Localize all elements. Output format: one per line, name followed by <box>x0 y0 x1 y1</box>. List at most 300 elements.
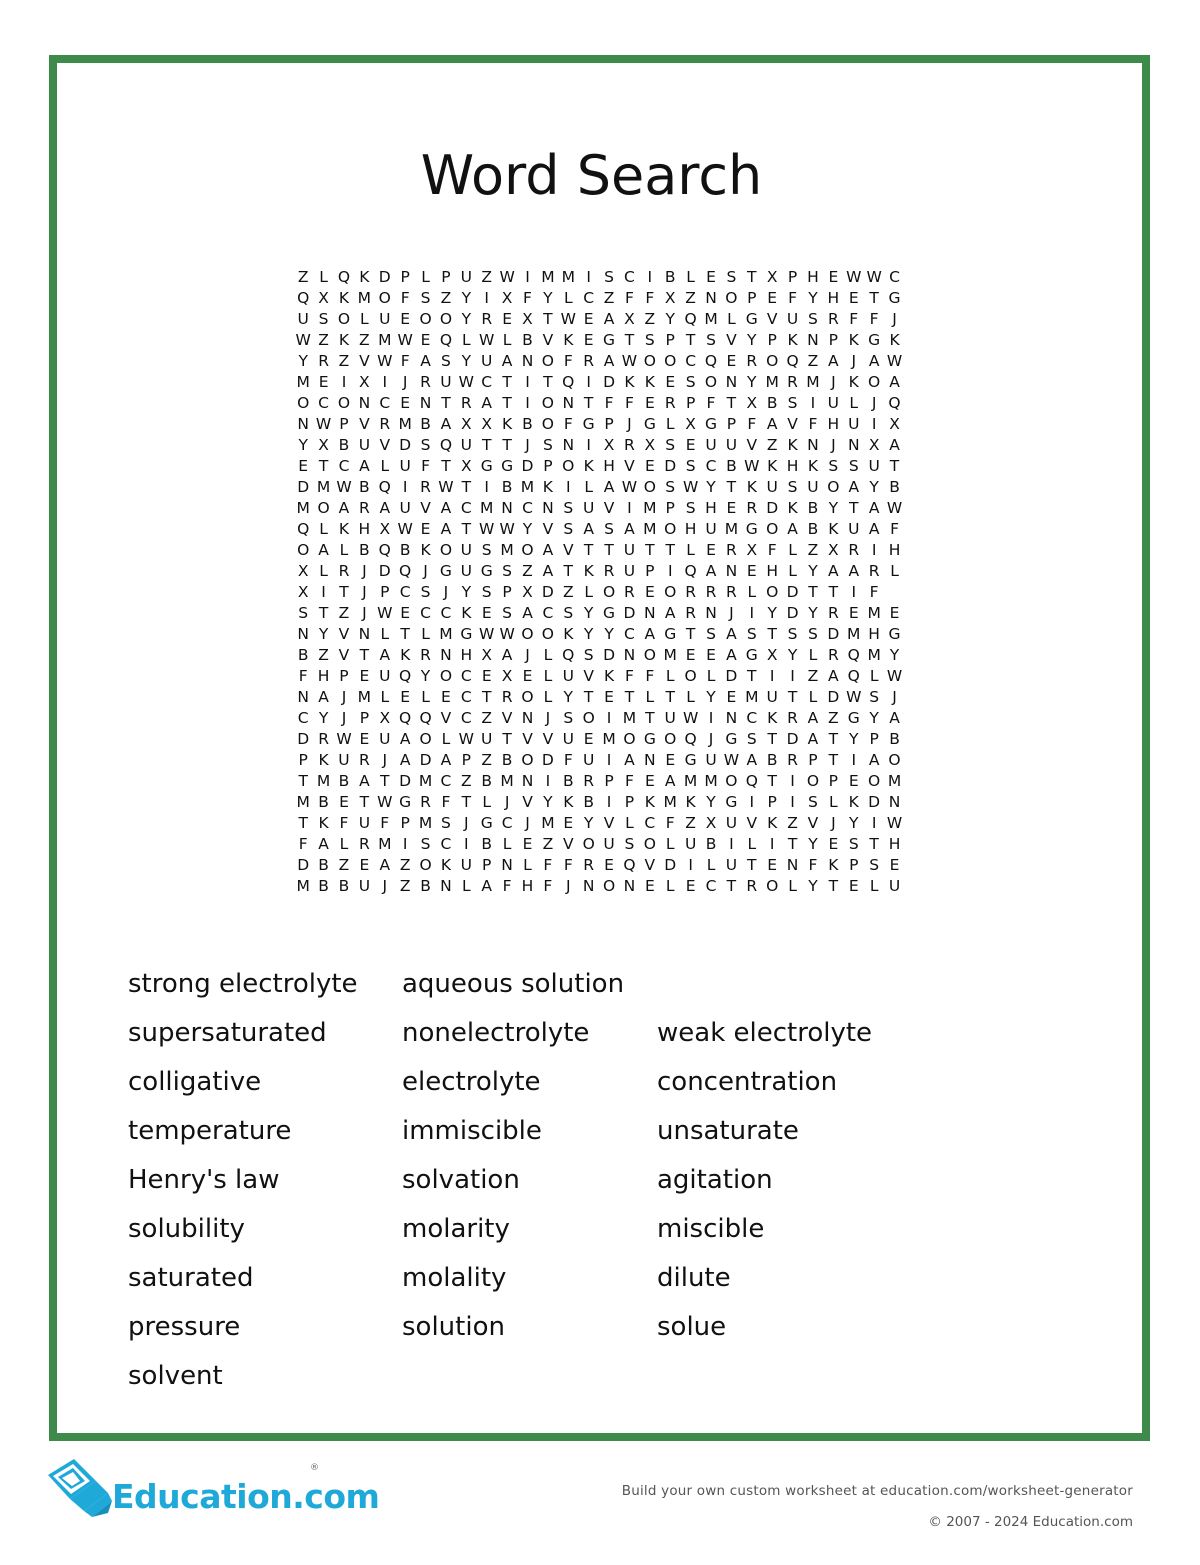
grid-letter[interactable]: S <box>318 310 329 328</box>
grid-letter[interactable]: S <box>481 541 492 559</box>
grid-letter[interactable]: A <box>848 562 860 580</box>
grid-letter[interactable]: B <box>297 646 309 664</box>
grid-letter[interactable]: S <box>808 310 818 328</box>
grid-letter[interactable]: O <box>868 772 881 790</box>
grid-letter[interactable]: N <box>521 772 534 790</box>
grid-letter[interactable]: K <box>767 457 778 475</box>
grid-letter[interactable]: T <box>380 772 390 790</box>
grid-letter[interactable]: R <box>420 793 431 811</box>
grid-letter[interactable]: I <box>810 394 816 412</box>
grid-letter[interactable]: B <box>807 499 819 517</box>
grid-letter[interactable]: O <box>582 835 595 853</box>
grid-letter[interactable]: P <box>685 394 696 412</box>
grid-letter[interactable]: N <box>623 877 636 895</box>
grid-letter[interactable]: N <box>725 562 738 580</box>
grid-letter[interactable]: S <box>706 331 716 349</box>
grid-letter[interactable]: O <box>337 310 351 328</box>
grid-letter[interactable]: T <box>828 730 839 748</box>
grid-letter[interactable]: U <box>460 268 472 286</box>
grid-letter[interactable]: S <box>563 709 574 727</box>
grid-letter[interactable]: V <box>420 499 431 517</box>
grid-letter[interactable]: C <box>481 373 493 391</box>
grid-letter[interactable]: O <box>439 541 453 559</box>
grid-letter[interactable]: J <box>382 751 388 769</box>
grid-letter[interactable]: G <box>643 730 656 748</box>
grid-letter[interactable]: A <box>664 772 676 790</box>
grid-letter[interactable]: M <box>418 814 433 832</box>
grid-letter[interactable]: M <box>316 478 331 496</box>
grid-letter[interactable]: M <box>500 541 514 559</box>
grid-letter[interactable]: V <box>338 646 350 664</box>
grid-letter[interactable]: L <box>319 268 328 286</box>
grid-letter[interactable]: F <box>380 814 390 832</box>
grid-letter[interactable]: B <box>481 772 493 790</box>
grid-letter[interactable]: M <box>643 520 657 538</box>
grid-letter[interactable]: I <box>321 583 326 601</box>
grid-letter[interactable]: O <box>664 583 677 601</box>
grid-letter[interactable]: S <box>665 478 676 496</box>
grid-letter[interactable]: R <box>624 583 635 601</box>
grid-letter[interactable]: T <box>400 625 410 643</box>
grid-letter[interactable]: W <box>336 730 352 748</box>
grid-letter[interactable]: V <box>562 835 574 853</box>
grid-letter[interactable]: P <box>849 856 859 874</box>
grid-letter[interactable]: M <box>561 268 575 286</box>
grid-letter[interactable]: Z <box>787 814 798 832</box>
grid-letter[interactable]: L <box>319 562 328 580</box>
grid-letter[interactable]: T <box>726 877 737 895</box>
grid-letter[interactable]: U <box>725 436 738 454</box>
grid-letter[interactable]: K <box>338 520 350 538</box>
grid-letter[interactable]: T <box>481 688 492 706</box>
grid-letter[interactable]: M <box>602 730 616 748</box>
grid-letter[interactable]: B <box>338 772 350 790</box>
grid-letter[interactable]: T <box>828 751 839 769</box>
grid-letter[interactable]: R <box>420 373 431 391</box>
grid-letter[interactable]: G <box>745 646 758 664</box>
grid-letter[interactable]: F <box>624 772 634 790</box>
grid-letter[interactable]: I <box>688 856 693 874</box>
grid-letter[interactable]: T <box>685 331 696 349</box>
grid-letter[interactable]: J <box>892 310 897 328</box>
grid-letter[interactable]: M <box>296 499 310 517</box>
grid-letter[interactable]: O <box>419 856 432 874</box>
grid-letter[interactable]: A <box>359 457 370 475</box>
footer-build-text[interactable]: Build your own custom worksheet at education.com/worksheet-generator <box>621 1483 1133 1499</box>
grid-letter[interactable]: T <box>767 730 777 748</box>
grid-letter[interactable]: T <box>563 562 573 580</box>
grid-letter[interactable]: A <box>440 499 452 517</box>
grid-letter[interactable]: A <box>644 625 656 643</box>
grid-letter[interactable]: O <box>827 478 840 496</box>
grid-letter[interactable]: L <box>319 520 328 538</box>
grid-letter[interactable]: B <box>562 772 574 790</box>
grid-letter[interactable]: E <box>604 856 614 874</box>
grid-letter[interactable]: L <box>890 562 899 580</box>
grid-letter[interactable]: V <box>542 331 554 349</box>
grid-letter[interactable]: M <box>663 646 677 664</box>
grid-letter[interactable]: V <box>726 331 737 349</box>
grid-letter[interactable]: Y <box>583 604 594 622</box>
grid-letter[interactable]: O <box>868 373 881 391</box>
grid-letter[interactable]: U <box>807 478 819 496</box>
grid-letter[interactable]: M <box>378 835 392 853</box>
grid-letter[interactable]: S <box>706 625 716 643</box>
grid-letter[interactable]: V <box>338 625 350 643</box>
grid-letter[interactable]: F <box>665 814 675 832</box>
grid-letter[interactable]: U <box>684 835 697 853</box>
grid-letter[interactable]: U <box>623 541 636 559</box>
grid-letter[interactable]: T <box>747 268 757 286</box>
grid-letter[interactable]: E <box>481 667 492 685</box>
grid-letter[interactable]: U <box>725 814 738 832</box>
grid-letter[interactable]: L <box>543 646 553 664</box>
grid-letter[interactable]: R <box>726 583 737 601</box>
grid-letter[interactable]: B <box>522 415 533 433</box>
grid-letter[interactable]: A <box>542 562 554 580</box>
grid-letter[interactable]: J <box>525 436 530 454</box>
grid-letter[interactable]: E <box>400 688 411 706</box>
grid-letter[interactable]: K <box>318 751 329 769</box>
grid-letter[interactable]: A <box>603 478 615 496</box>
grid-letter[interactable]: P <box>441 268 451 286</box>
grid-letter[interactable]: L <box>380 688 390 706</box>
grid-letter[interactable]: P <box>543 457 553 475</box>
grid-letter[interactable]: N <box>705 604 717 622</box>
grid-letter[interactable]: Y <box>461 289 472 307</box>
grid-letter[interactable]: O <box>766 352 779 370</box>
grid-letter[interactable]: S <box>563 520 574 538</box>
grid-letter[interactable]: X <box>297 562 309 580</box>
grid-letter[interactable]: R <box>787 709 798 727</box>
grid-letter[interactable]: D <box>399 772 412 790</box>
grid-letter[interactable]: Z <box>685 289 696 307</box>
grid-letter[interactable]: B <box>420 877 431 895</box>
grid-letter[interactable]: I <box>525 268 530 286</box>
grid-letter[interactable]: E <box>318 373 329 391</box>
grid-letter[interactable]: E <box>726 688 737 706</box>
grid-letter[interactable]: O <box>766 877 779 895</box>
grid-letter[interactable]: R <box>868 562 880 580</box>
grid-letter[interactable]: R <box>583 856 595 874</box>
grid-letter[interactable]: J <box>443 583 449 601</box>
grid-letter[interactable]: T <box>787 835 798 853</box>
grid-letter[interactable]: N <box>644 604 656 622</box>
grid-letter[interactable]: E <box>339 793 349 811</box>
grid-letter[interactable]: R <box>358 499 370 517</box>
grid-letter[interactable]: T <box>624 688 635 706</box>
grid-letter[interactable]: X <box>828 541 839 559</box>
grid-letter[interactable]: G <box>888 625 901 643</box>
grid-letter[interactable]: F <box>563 415 573 433</box>
grid-letter[interactable]: Z <box>481 751 493 769</box>
grid-letter[interactable]: K <box>685 793 696 811</box>
grid-letter[interactable]: U <box>379 730 391 748</box>
grid-letter[interactable]: S <box>441 814 451 832</box>
grid-letter[interactable]: W <box>438 478 454 496</box>
grid-letter[interactable]: T <box>359 646 370 664</box>
grid-letter[interactable]: H <box>705 499 717 517</box>
grid-letter[interactable]: N <box>419 394 432 412</box>
grid-letter[interactable]: Y <box>808 289 818 307</box>
grid-letter[interactable]: Y <box>808 562 818 580</box>
grid-letter[interactable]: X <box>664 289 676 307</box>
grid-letter[interactable]: R <box>481 310 493 328</box>
grid-letter[interactable]: E <box>420 331 431 349</box>
grid-letter[interactable]: F <box>563 751 573 769</box>
grid-letter[interactable]: H <box>827 415 840 433</box>
grid-letter[interactable]: R <box>318 352 329 370</box>
grid-letter[interactable]: T <box>441 457 451 475</box>
grid-letter[interactable]: M <box>663 793 677 811</box>
grid-letter[interactable]: E <box>889 856 900 874</box>
grid-letter[interactable]: D <box>378 268 391 286</box>
grid-letter[interactable]: M <box>847 625 861 643</box>
grid-letter[interactable]: E <box>481 604 492 622</box>
grid-letter[interactable]: B <box>766 751 778 769</box>
grid-letter[interactable]: J <box>341 688 347 706</box>
grid-letter[interactable]: E <box>828 835 839 853</box>
grid-letter[interactable]: E <box>583 331 594 349</box>
grid-letter[interactable]: A <box>603 310 615 328</box>
grid-letter[interactable]: G <box>399 793 412 811</box>
grid-letter[interactable]: A <box>705 562 717 580</box>
grid-letter[interactable]: J <box>362 583 367 601</box>
grid-letter[interactable]: V <box>603 814 615 832</box>
grid-letter[interactable]: T <box>298 814 308 832</box>
grid-letter[interactable]: M <box>316 772 331 790</box>
grid-letter[interactable]: N <box>542 499 554 517</box>
grid-letter[interactable]: Y <box>583 625 594 643</box>
grid-letter[interactable]: L <box>665 667 675 685</box>
grid-letter[interactable]: H <box>868 625 880 643</box>
grid-letter[interactable]: M <box>541 814 555 832</box>
grid-letter[interactable]: A <box>868 751 880 769</box>
grid-letter[interactable]: E <box>644 394 655 412</box>
grid-letter[interactable]: G <box>745 310 758 328</box>
grid-letter[interactable]: F <box>849 310 859 328</box>
grid-letter[interactable]: F <box>624 667 634 685</box>
grid-letter[interactable]: Z <box>440 289 452 307</box>
grid-letter[interactable]: F <box>400 352 410 370</box>
grid-letter[interactable]: Y <box>849 814 859 832</box>
grid-letter[interactable]: Y <box>461 583 472 601</box>
grid-letter[interactable]: D <box>297 856 310 874</box>
grid-letter[interactable]: C <box>583 289 595 307</box>
grid-letter[interactable]: T <box>767 772 777 790</box>
grid-letter[interactable]: I <box>565 478 571 496</box>
grid-letter[interactable]: Q <box>888 394 901 412</box>
grid-letter[interactable]: A <box>807 709 819 727</box>
grid-letter[interactable]: G <box>705 415 718 433</box>
grid-letter[interactable]: K <box>400 646 411 664</box>
grid-letter[interactable]: J <box>362 604 367 622</box>
grid-letter[interactable]: U <box>562 730 574 748</box>
grid-letter[interactable]: P <box>339 415 349 433</box>
grid-letter[interactable]: Q <box>399 667 412 685</box>
grid-letter[interactable]: V <box>746 814 758 832</box>
grid-letter[interactable]: H <box>603 457 615 475</box>
grid-letter[interactable]: L <box>421 625 430 643</box>
grid-letter[interactable]: T <box>869 835 879 853</box>
grid-letter[interactable]: R <box>358 835 370 853</box>
grid-letter[interactable]: O <box>766 583 779 601</box>
grid-letter[interactable]: M <box>357 289 372 307</box>
grid-letter[interactable]: D <box>786 604 799 622</box>
grid-letter[interactable]: Z <box>399 877 411 895</box>
grid-letter[interactable]: K <box>787 331 798 349</box>
grid-letter[interactable]: Q <box>745 772 758 790</box>
grid-letter[interactable]: I <box>402 478 408 496</box>
grid-letter[interactable]: R <box>705 583 717 601</box>
grid-letter[interactable]: I <box>749 793 755 811</box>
grid-letter[interactable]: F <box>400 289 410 307</box>
grid-letter[interactable]: Q <box>847 667 860 685</box>
grid-letter[interactable]: M <box>622 709 637 727</box>
grid-letter[interactable]: F <box>604 394 614 412</box>
grid-letter[interactable]: C <box>889 268 900 286</box>
grid-letter[interactable]: I <box>525 373 530 391</box>
grid-letter[interactable]: A <box>440 520 452 538</box>
grid-letter[interactable]: L <box>502 331 512 349</box>
grid-letter[interactable]: A <box>501 352 513 370</box>
grid-letter[interactable]: X <box>297 583 309 601</box>
grid-letter[interactable]: S <box>869 856 880 874</box>
grid-letter[interactable]: A <box>359 772 370 790</box>
grid-letter[interactable]: Z <box>318 646 329 664</box>
grid-letter[interactable]: Y <box>522 520 533 538</box>
grid-letter[interactable]: J <box>831 373 836 391</box>
grid-letter[interactable]: K <box>338 331 350 349</box>
grid-letter[interactable]: L <box>869 667 879 685</box>
grid-letter[interactable]: M <box>296 793 310 811</box>
grid-letter[interactable]: A <box>481 394 493 412</box>
grid-letter[interactable]: F <box>869 310 879 328</box>
grid-letter[interactable]: V <box>542 730 554 748</box>
grid-letter[interactable]: O <box>541 625 554 643</box>
grid-letter[interactable]: I <box>484 478 489 496</box>
grid-letter[interactable]: V <box>807 814 819 832</box>
grid-letter[interactable]: P <box>767 331 777 349</box>
grid-letter[interactable]: B <box>359 541 370 559</box>
grid-letter[interactable]: D <box>786 730 799 748</box>
grid-letter[interactable]: N <box>786 856 799 874</box>
grid-letter[interactable]: I <box>790 667 795 685</box>
grid-letter[interactable]: E <box>502 310 512 328</box>
grid-letter[interactable]: Q <box>562 373 575 391</box>
grid-letter[interactable]: K <box>767 709 778 727</box>
grid-letter[interactable]: K <box>563 331 574 349</box>
grid-letter[interactable]: P <box>502 583 512 601</box>
grid-letter[interactable]: E <box>400 604 411 622</box>
grid-letter[interactable]: N <box>297 625 309 643</box>
grid-letter[interactable]: E <box>685 646 696 664</box>
grid-letter[interactable]: P <box>828 331 839 349</box>
grid-letter[interactable]: A <box>746 751 758 769</box>
grid-letter[interactable]: S <box>746 730 757 748</box>
grid-letter[interactable]: B <box>338 436 350 454</box>
grid-letter[interactable]: U <box>399 457 411 475</box>
grid-letter[interactable]: A <box>868 520 880 538</box>
grid-letter[interactable]: Z <box>828 709 839 727</box>
grid-letter[interactable]: C <box>379 394 391 412</box>
grid-letter[interactable]: K <box>828 520 839 538</box>
grid-letter[interactable]: U <box>358 814 371 832</box>
grid-letter[interactable]: O <box>297 394 310 412</box>
grid-letter[interactable]: B <box>889 730 900 748</box>
grid-letter[interactable]: T <box>869 289 879 307</box>
grid-letter[interactable]: X <box>522 310 533 328</box>
grid-letter[interactable]: W <box>621 352 638 370</box>
grid-letter[interactable]: M <box>887 772 902 790</box>
grid-letter[interactable]: L <box>706 856 716 874</box>
grid-letter[interactable]: O <box>541 415 554 433</box>
grid-letter[interactable]: W <box>723 751 740 769</box>
grid-letter[interactable]: M <box>398 415 412 433</box>
grid-letter[interactable]: O <box>521 625 534 643</box>
grid-letter[interactable]: U <box>705 751 717 769</box>
grid-letter[interactable]: W <box>397 331 413 349</box>
grid-letter[interactable]: U <box>848 520 860 538</box>
grid-letter[interactable]: T <box>461 793 472 811</box>
grid-letter[interactable]: J <box>423 562 428 580</box>
grid-letter[interactable]: A <box>318 688 329 706</box>
grid-letter[interactable]: M <box>296 877 310 895</box>
grid-letter[interactable]: Y <box>665 310 675 328</box>
grid-letter[interactable]: X <box>766 268 778 286</box>
grid-letter[interactable]: V <box>522 793 533 811</box>
grid-letter[interactable]: C <box>644 814 656 832</box>
grid-letter[interactable]: L <box>339 541 349 559</box>
grid-letter[interactable]: Q <box>297 520 310 538</box>
grid-letter[interactable]: O <box>582 709 595 727</box>
grid-letter[interactable]: U <box>603 835 615 853</box>
grid-letter[interactable]: L <box>747 835 757 853</box>
grid-letter[interactable]: L <box>502 835 512 853</box>
grid-letter[interactable]: Y <box>706 688 716 706</box>
grid-letter[interactable]: L <box>686 268 695 286</box>
grid-letter[interactable]: W <box>377 604 393 622</box>
grid-letter[interactable]: N <box>807 331 819 349</box>
grid-letter[interactable]: F <box>808 856 818 874</box>
grid-letter[interactable]: K <box>318 814 329 832</box>
grid-letter[interactable]: Z <box>481 709 493 727</box>
grid-letter[interactable]: P <box>787 268 798 286</box>
grid-letter[interactable]: S <box>869 688 880 706</box>
grid-letter[interactable]: C <box>624 625 635 643</box>
grid-letter[interactable]: C <box>746 709 758 727</box>
grid-letter[interactable]: V <box>359 352 370 370</box>
grid-letter[interactable]: Y <box>318 625 329 643</box>
grid-letter[interactable]: D <box>297 478 310 496</box>
grid-letter[interactable]: E <box>522 667 533 685</box>
grid-letter[interactable]: C <box>501 814 513 832</box>
grid-letter[interactable]: I <box>790 772 795 790</box>
grid-letter[interactable]: M <box>724 520 739 538</box>
grid-letter[interactable]: E <box>828 268 839 286</box>
grid-letter[interactable]: Z <box>644 310 656 328</box>
grid-letter[interactable]: N <box>807 436 819 454</box>
grid-letter[interactable]: K <box>767 814 778 832</box>
grid-letter[interactable]: E <box>726 352 737 370</box>
grid-letter[interactable]: E <box>685 436 696 454</box>
grid-letter[interactable]: E <box>726 499 737 517</box>
grid-letter[interactable]: G <box>460 625 473 643</box>
grid-letter[interactable]: N <box>521 709 534 727</box>
grid-letter[interactable]: T <box>502 373 512 391</box>
grid-letter[interactable]: R <box>827 604 839 622</box>
grid-letter[interactable]: U <box>664 709 676 727</box>
